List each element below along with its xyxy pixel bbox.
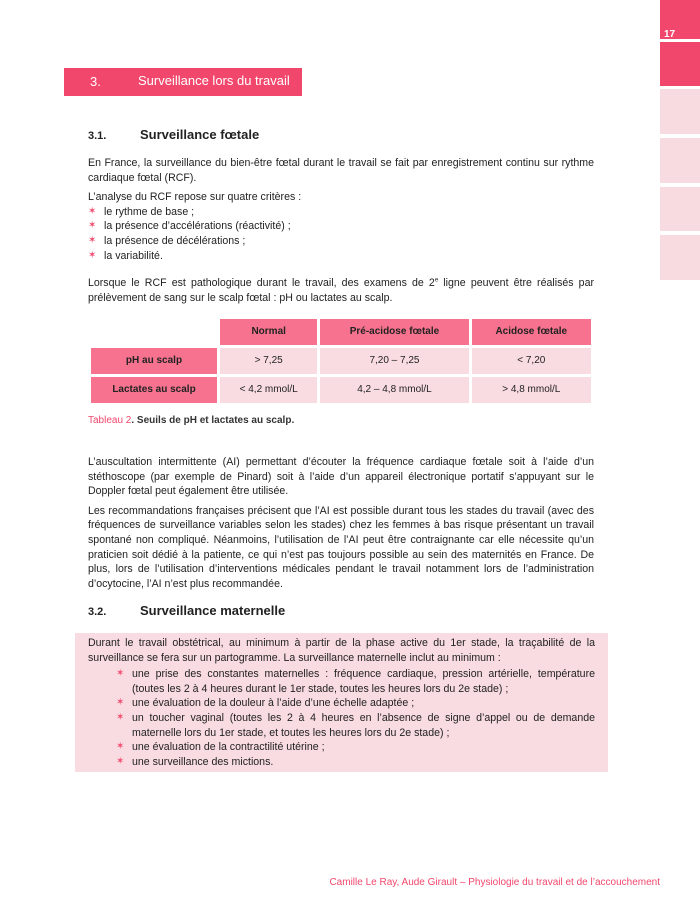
star-bullet-icon: ✶ [116, 711, 125, 723]
chapter-tab [660, 187, 700, 231]
column-header: Acidose fœtale [472, 319, 591, 345]
table-row [91, 348, 591, 374]
paragraph-ai: L’auscultation intermittente (AI) permettant d’écouter la fréquence cardiaque fœtale soit à l’aide d’un stéthoscope (par exemple de Pinard) soit à l’aide d’un appareil électronique portatif s’appuyant sur le Doppler fœtal peut également être utilisée. Les recommandations françaises précisent que l’AI est possible durant tous les stades du travail (avec des fréquences de surveillance variables selon les stades) chez les femmes à bas risque présentant un travail spontané non compliqué. Néanmoins, l’utilisation de l’AI peut être contraignante car elle nécessite qu’un praticien soit dédié à la patiente, ce qui n’est pas toujours possible au sein des maternités en France. De plus, lors de l’utilisation d’interventions médicales pendant le travail notamment lors de l’administration d’ocytocine, l’AI n’est plus recommandée. [88, 456, 594, 590]
maternal-monitoring-box [75, 633, 608, 772]
table-caption: Tableau 2. Seuils de pH et lactates au scalp. [88, 415, 295, 426]
list-item: ✶ un toucher vaginal (toutes les 2 à 4 heures en l’absence de signe d’appel ou de demande maternelle lors du 1er stade, et toutes les heures lors du 2e stade) ; [116, 711, 595, 739]
criteria-list [88, 205, 594, 263]
subsection-number: 3.1. [88, 130, 107, 142]
star-bullet-icon: ✶ [116, 697, 125, 709]
paragraph: En France, la surveillance du bien-être fœtal durant le travail se fait par enregistrement continu sur rythme cardiaque fœtal (RCF). [88, 157, 594, 184]
paragraph: Durant le travail obstétrical, au minimum à partir de la phase active du 1er stade, la traçabilité de la surveillance se fera sur un partogramme. La surveillance maternelle inclut au minimum : [88, 637, 595, 664]
star-bullet-icon: ✶ [88, 234, 97, 246]
chapter-tab [660, 42, 700, 86]
star-bullet-icon: ✶ [116, 668, 125, 680]
monitoring-list [116, 667, 595, 769]
table-row [91, 377, 591, 403]
table-cell: 4,2 – 4,8 mmol/L [320, 377, 468, 403]
table-cell: > 4,8 mmol/L [472, 377, 591, 403]
column-header: Pré-acidose fœtale [320, 319, 468, 345]
paragraph: Lorsque le RCF est pathologique durant le travail, des examens de 2e ligne peuvent être réalisés par prélèvement de sang sur le scalp fœtal : pH ou lactates au scalp. [88, 277, 594, 304]
star-bullet-icon: ✶ [88, 205, 97, 217]
list-item: ✶ le rythme de base ; [88, 205, 195, 218]
page-number: 17 [664, 29, 676, 40]
table-cell: 7,20 – 7,25 [320, 348, 468, 374]
subsection-title: Surveillance maternelle [140, 603, 286, 618]
subsection-number: 3.2. [88, 606, 107, 618]
table-cell: > 7,25 [220, 348, 317, 374]
chapter-tab [660, 235, 700, 280]
section-title: Surveillance lors du travail [138, 73, 290, 88]
subsection-title: Surveillance fœtale [140, 127, 260, 142]
table-cell: < 7,20 [472, 348, 591, 374]
star-bullet-icon: ✶ [88, 249, 97, 261]
column-header: Normal [220, 319, 317, 345]
list-item: ✶ la présence d’accélérations (réactivité) ; [88, 220, 291, 233]
chapter-tab [660, 138, 700, 183]
section-3-1-body [88, 156, 594, 305]
star-bullet-icon: ✶ [88, 220, 97, 232]
row-header: pH au scalp [91, 348, 217, 374]
table-cell: < 4,2 mmol/L [220, 377, 317, 403]
list-item: ✶ la variabilité. [88, 249, 163, 262]
section-banner [64, 68, 302, 96]
subsection-heading-3-2 [88, 604, 285, 620]
list-item: ✶ la présence de décélérations ; [88, 234, 246, 247]
paragraph: L’analyse du RCF repose sur quatre critères : [88, 191, 302, 204]
star-bullet-icon: ✶ [116, 755, 125, 767]
running-footer: Camille Le Ray, Aude Girault – Physiologie du travail et de l’accouchement [329, 877, 660, 888]
chapter-tab [660, 89, 700, 134]
row-header: Lactates au scalp [91, 377, 217, 403]
table-header-row [91, 319, 591, 345]
list-item: ✶ une surveillance des mictions. [116, 755, 274, 768]
subsection-heading-3-1 [88, 128, 259, 144]
section-number: 3. [90, 74, 101, 89]
list-item: ✶ une évaluation de la contractilité utérine ; [116, 741, 325, 754]
star-bullet-icon: ✶ [116, 741, 125, 753]
list-item: ✶ une évaluation de la douleur à l’aide d’une échelle adaptée ; [116, 697, 415, 710]
paragraph-recommendations: Les recommandations françaises précisent que l’AI est possible durant tous les stades du travail (avec des fréquences de surveillance variables selon les stades) chez les femmes à bas risque présentant un travail spontané non compliqué. Néanmoins, l’utilisation de l’AI peut être contraignante car elle nécessite qu’un praticien soit dédié à la patiente, ce qui n’est pas toujours possible au sein des maternités en France. De plus, lors de l’utilisation d’interventions médicales pendant le travail notamment lors de l’administration d’ocytocine, l’AI n’est plus recommandée. [88, 504, 594, 590]
list-item: ✶ une prise des constantes maternelles : fréquence cardiaque, pression artérielle, température (toutes les 2 à 4 heures durant le 1er stade, toutes les heures lors du 2e stade) ; [116, 668, 595, 695]
scalp-thresholds-table [88, 316, 594, 406]
